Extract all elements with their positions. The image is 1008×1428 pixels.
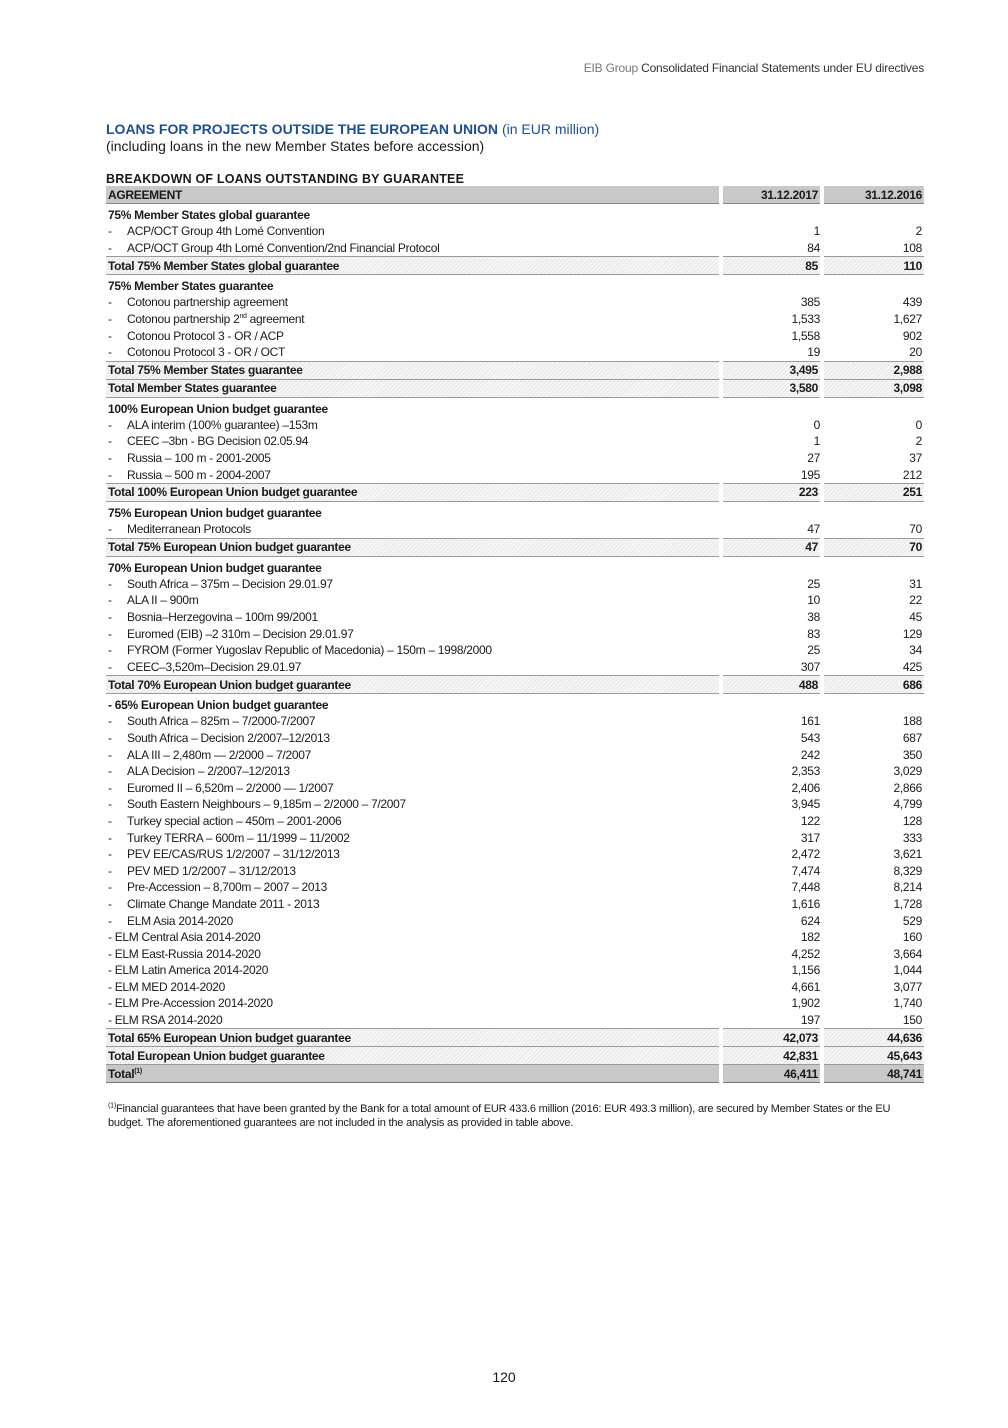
table-row bbox=[106, 896, 924, 913]
value-2016: 2 bbox=[915, 434, 922, 449]
row-label-text: Turkey TERRA – 600m – 11/1999 – 11/2002 bbox=[127, 830, 350, 845]
value-2016: 37 bbox=[909, 451, 922, 466]
value-2016: 1,627 bbox=[893, 312, 922, 327]
row-label bbox=[106, 995, 721, 1012]
section-heading-row bbox=[106, 501, 924, 521]
row-label-text: Climate Change Mandate 2011 - 2013 bbox=[127, 896, 320, 911]
row-label bbox=[106, 979, 721, 996]
value-2017: 47 bbox=[721, 538, 822, 556]
value-2017: 3,495 bbox=[721, 361, 822, 379]
row-label bbox=[106, 829, 721, 846]
bullet-dash: - bbox=[108, 643, 112, 658]
row-label bbox=[106, 746, 721, 763]
row-label-text: CEEC –3bn - BG Decision 02.05.94 bbox=[127, 434, 309, 449]
row-label-text: ACP/OCT Group 4th Lomé Convention bbox=[127, 224, 325, 239]
row-label-text: Total 100% European Union budget guarantee bbox=[108, 485, 358, 500]
value-2017: 84 bbox=[807, 240, 820, 255]
bullet-dash: - bbox=[108, 312, 112, 327]
value-2017: 38 bbox=[807, 610, 820, 625]
table-row bbox=[106, 713, 924, 730]
bullet-dash: - bbox=[108, 328, 112, 343]
row-label bbox=[106, 912, 721, 929]
row-label bbox=[106, 763, 721, 780]
row-label-text: Total Member States guarantee bbox=[108, 381, 277, 396]
value-2017: 2,472 bbox=[791, 847, 820, 862]
row-label-text: - ELM RSA 2014-2020 bbox=[108, 1013, 223, 1028]
table-row bbox=[106, 450, 924, 467]
section-heading: - 65% European Union budget guarantee bbox=[108, 698, 329, 713]
bullet-dash: - bbox=[108, 345, 112, 360]
bullet-dash: - bbox=[108, 780, 112, 795]
table-row bbox=[106, 240, 924, 257]
value-2016: 3,621 bbox=[893, 847, 922, 862]
bullet-dash: - bbox=[108, 714, 112, 729]
value-2017: 46,411 bbox=[721, 1065, 822, 1083]
value-2017: 47 bbox=[807, 522, 820, 537]
total-row bbox=[106, 257, 924, 275]
row-label-text: ALA III – 2,480m — 2/2000 – 7/2007 bbox=[127, 747, 311, 762]
table-row bbox=[106, 995, 924, 1012]
row-label bbox=[106, 1065, 721, 1083]
value-2017: 2,406 bbox=[791, 780, 820, 795]
value-2016: 251 bbox=[822, 483, 924, 501]
footnote bbox=[108, 1102, 908, 1130]
value-2016: 44,636 bbox=[822, 1029, 924, 1047]
bullet-dash: - bbox=[108, 880, 112, 895]
bullet-dash: - bbox=[108, 576, 112, 591]
bullet-dash: - bbox=[108, 830, 112, 845]
value-2017: 197 bbox=[800, 1013, 820, 1028]
header-title: Consolidated Financial Statements under EU directives bbox=[641, 61, 924, 75]
value-2017: 0 bbox=[813, 417, 820, 432]
row-label bbox=[106, 311, 721, 328]
table-row bbox=[106, 813, 924, 830]
bullet-dash: - bbox=[108, 797, 112, 812]
value-2016: 1,044 bbox=[893, 963, 922, 978]
value-2017: 25 bbox=[807, 576, 820, 591]
value-2016: 22 bbox=[909, 593, 922, 608]
total-row bbox=[106, 676, 924, 694]
value-2016: 2 bbox=[915, 224, 922, 239]
value-2017: 42,831 bbox=[721, 1047, 822, 1065]
bullet-dash: - bbox=[108, 896, 112, 911]
bullet-dash: - bbox=[108, 522, 112, 537]
table-row bbox=[106, 829, 924, 846]
value-2017: 624 bbox=[800, 913, 820, 928]
table-row bbox=[106, 344, 924, 361]
row-label-text: - ELM Pre-Accession 2014-2020 bbox=[108, 996, 273, 1011]
value-2016: 333 bbox=[902, 830, 922, 845]
row-label-text: ELM Asia 2014-2020 bbox=[127, 913, 234, 928]
table-row bbox=[106, 912, 924, 929]
row-label-text: Turkey special action – 450m – 2001-2006 bbox=[127, 813, 342, 828]
section-heading: 70% European Union budget guarantee bbox=[108, 560, 322, 575]
page-number: 120 bbox=[492, 1369, 516, 1385]
value-2017: 242 bbox=[800, 747, 820, 762]
row-label-text: Total 65% European Union budget guarantee bbox=[108, 1030, 351, 1045]
value-2017: 161 bbox=[800, 714, 820, 729]
bullet-dash: - bbox=[108, 240, 112, 255]
row-label bbox=[106, 896, 721, 913]
row-label-text: - ELM Central Asia 2014-2020 bbox=[108, 930, 261, 945]
row-label bbox=[106, 521, 721, 538]
table-caption: BREAKDOWN OF LOANS OUTSTANDING BY GUARANTEE bbox=[106, 172, 465, 186]
row-label bbox=[106, 730, 721, 747]
section-heading: 100% European Union budget guarantee bbox=[108, 401, 328, 416]
value-2016: 188 bbox=[902, 714, 922, 729]
value-2017: 1,902 bbox=[791, 996, 820, 1011]
value-2016: 4,799 bbox=[893, 797, 922, 812]
running-header bbox=[584, 61, 924, 75]
value-2017: 317 bbox=[800, 830, 820, 845]
footnote-text: Financial guarantees that have been granted by the Bank for a total amount of EUR 433.6 million (2016: EUR 493.3 million), are secured by Member States or the EU budget. The aforementioned guarantees are not included in the analysis as provided in table above. bbox=[108, 1103, 891, 1129]
value-2016: 1,740 bbox=[893, 996, 922, 1011]
row-label-text: South Eastern Neighbours – 9,185m – 2/2000 – 7/2007 bbox=[127, 797, 406, 812]
value-2016: 439 bbox=[902, 295, 922, 310]
value-2017: 1,156 bbox=[791, 963, 820, 978]
row-label-text: Total 75% Member States global guarantee bbox=[108, 258, 340, 273]
row-label-text: ALA Decision – 2/2007–12/2013 bbox=[127, 764, 290, 779]
row-label bbox=[106, 257, 721, 275]
row-label bbox=[106, 1012, 721, 1029]
value-2017: 182 bbox=[800, 930, 820, 945]
value-2017: 10 bbox=[807, 593, 820, 608]
table-header-row bbox=[106, 186, 924, 204]
title-main: LOANS FOR PROJECTS OUTSIDE THE EUROPEAN UNION bbox=[106, 121, 499, 137]
table-row bbox=[106, 879, 924, 896]
row-label bbox=[106, 813, 721, 830]
value-2016: 687 bbox=[902, 730, 922, 745]
footnote-reference: (1) bbox=[134, 1067, 142, 1075]
value-2016: 686 bbox=[822, 676, 924, 694]
value-2017: 3,945 bbox=[791, 797, 820, 812]
value-2016: 2,988 bbox=[822, 361, 924, 379]
table-row bbox=[106, 730, 924, 747]
row-label-text: South Africa – 375m – Decision 29.01.97 bbox=[127, 576, 333, 591]
row-label bbox=[106, 846, 721, 863]
table-row bbox=[106, 466, 924, 483]
bullet-dash: - bbox=[108, 764, 112, 779]
section-heading-row bbox=[106, 694, 924, 714]
bullet-dash: - bbox=[108, 434, 112, 449]
row-label-text: Cotonou Protocol 3 - OR / OCT bbox=[127, 345, 286, 360]
bullet-dash: - bbox=[108, 813, 112, 828]
value-2016: 0 bbox=[915, 417, 922, 432]
row-label bbox=[106, 609, 721, 626]
table-row bbox=[106, 779, 924, 796]
value-2016: 1,728 bbox=[893, 896, 922, 911]
footnote-marker: (1) bbox=[108, 1102, 116, 1110]
value-2017: 85 bbox=[721, 257, 822, 275]
row-label bbox=[106, 294, 721, 311]
row-label bbox=[106, 1047, 721, 1065]
header-agreement: AGREEMENT bbox=[106, 186, 721, 204]
row-label bbox=[106, 361, 721, 379]
table-row bbox=[106, 433, 924, 450]
table-row bbox=[106, 979, 924, 996]
row-label bbox=[106, 240, 721, 257]
row-label-text: Euromed (EIB) –2 310m – Decision 29.01.97 bbox=[127, 626, 354, 641]
table-row bbox=[106, 592, 924, 609]
value-2017: 1,616 bbox=[791, 896, 820, 911]
row-label-text: ALA interim (100% guarantee) –153m bbox=[127, 417, 318, 432]
row-label-text: Cotonou partnership 2nd agreement bbox=[127, 312, 305, 327]
table-row bbox=[106, 846, 924, 863]
row-label-text: Total 75% European Union budget guarantee bbox=[108, 540, 351, 555]
value-2016: 129 bbox=[902, 626, 922, 641]
row-label bbox=[106, 379, 721, 397]
value-2016: 150 bbox=[902, 1013, 922, 1028]
value-2016: 160 bbox=[902, 930, 922, 945]
value-2016: 45 bbox=[909, 610, 922, 625]
value-2016: 20 bbox=[909, 345, 922, 360]
table-row bbox=[106, 521, 924, 538]
row-label bbox=[106, 223, 721, 240]
table-row bbox=[106, 929, 924, 946]
row-label-text: ACP/OCT Group 4th Lomé Convention/2nd Financial Protocol bbox=[127, 240, 440, 255]
title-unit: (in EUR million) bbox=[501, 121, 600, 137]
value-2016: 48,741 bbox=[822, 1065, 924, 1083]
table-row bbox=[106, 294, 924, 311]
row-label bbox=[106, 1029, 721, 1047]
value-2017: 27 bbox=[807, 451, 820, 466]
row-label bbox=[106, 433, 721, 450]
total-row bbox=[106, 1029, 924, 1047]
row-label bbox=[106, 483, 721, 501]
section-heading: 75% European Union budget guarantee bbox=[108, 505, 322, 520]
value-2017: 42,073 bbox=[721, 1029, 822, 1047]
row-label-text: Mediterranean Protocols bbox=[127, 522, 251, 537]
row-label bbox=[106, 625, 721, 642]
value-2016: 110 bbox=[822, 257, 924, 275]
bullet-dash: - bbox=[108, 417, 112, 432]
value-2017: 385 bbox=[800, 295, 820, 310]
loans-table bbox=[106, 186, 924, 1083]
row-label-text: PEV MED 1/2/2007 – 31/12/2013 bbox=[127, 863, 296, 878]
row-label-text: - ELM Latin America 2014-2020 bbox=[108, 963, 269, 978]
table-row bbox=[106, 962, 924, 979]
table-row bbox=[106, 642, 924, 659]
value-2017: 4,252 bbox=[791, 946, 820, 961]
value-2016: 34 bbox=[909, 643, 922, 658]
table-row bbox=[106, 746, 924, 763]
bullet-dash: - bbox=[108, 295, 112, 310]
table-row bbox=[106, 659, 924, 676]
value-2017: 195 bbox=[800, 467, 820, 482]
row-label-text: South Africa – Decision 2/2007–12/2013 bbox=[127, 730, 330, 745]
row-label-text: - ELM East-Russia 2014-2020 bbox=[108, 946, 261, 961]
row-label bbox=[106, 659, 721, 676]
value-2016: 108 bbox=[902, 240, 922, 255]
table-row bbox=[106, 576, 924, 593]
table-row bbox=[106, 327, 924, 344]
row-label bbox=[106, 676, 721, 694]
section-heading-row bbox=[106, 556, 924, 576]
total-row bbox=[106, 1047, 924, 1065]
bullet-dash: - bbox=[108, 467, 112, 482]
value-2016: 3,077 bbox=[893, 979, 922, 994]
row-label-text: CEEC–3,520m–Decision 29.01.97 bbox=[127, 659, 302, 674]
value-2017: 122 bbox=[800, 813, 820, 828]
section-heading-row bbox=[106, 275, 924, 295]
bullet-dash: - bbox=[108, 747, 112, 762]
value-2017: 543 bbox=[800, 730, 820, 745]
table-row bbox=[106, 311, 924, 328]
header-2016: 31.12.2016 bbox=[822, 186, 924, 204]
table-row bbox=[106, 945, 924, 962]
row-label bbox=[106, 592, 721, 609]
total-row bbox=[106, 483, 924, 501]
row-label bbox=[106, 796, 721, 813]
value-2017: 1,558 bbox=[791, 328, 820, 343]
row-label-text: Cotonou partnership agreement bbox=[127, 295, 288, 310]
row-label bbox=[106, 945, 721, 962]
header-2017: 31.12.2017 bbox=[721, 186, 822, 204]
value-2017: 223 bbox=[721, 483, 822, 501]
table-row bbox=[106, 763, 924, 780]
section-heading: 75% Member States global guarantee bbox=[108, 208, 310, 222]
header-brand: EIB Group bbox=[583, 61, 638, 75]
table-row bbox=[106, 417, 924, 434]
table-row bbox=[106, 1012, 924, 1029]
section-title bbox=[106, 121, 599, 155]
value-2017: 3,580 bbox=[721, 379, 822, 397]
row-label bbox=[106, 642, 721, 659]
row-label-text: Euromed II – 6,520m – 2/2000 — 1/2007 bbox=[127, 780, 334, 795]
table-row bbox=[106, 223, 924, 240]
value-2016: 45,643 bbox=[822, 1047, 924, 1065]
value-2016: 31 bbox=[909, 576, 922, 591]
bullet-dash: - bbox=[108, 610, 112, 625]
row-label-text: - ELM MED 2014-2020 bbox=[108, 979, 226, 994]
section-heading-row bbox=[106, 397, 924, 417]
value-2016: 350 bbox=[902, 747, 922, 762]
value-2016: 8,214 bbox=[893, 880, 922, 895]
row-label bbox=[106, 779, 721, 796]
bullet-dash: - bbox=[108, 913, 112, 928]
value-2016: 70 bbox=[822, 538, 924, 556]
row-label-text: FYROM (Former Yugoslav Republic of Macedonia) – 150m – 1998/2000 bbox=[127, 643, 492, 658]
value-2016: 3,098 bbox=[822, 379, 924, 397]
row-label-text: Cotonou Protocol 3 - OR / ACP bbox=[127, 328, 284, 343]
value-2017: 1,533 bbox=[791, 312, 820, 327]
row-label-text: Russia – 500 m - 2004-2007 bbox=[127, 467, 271, 482]
table-row bbox=[106, 862, 924, 879]
value-2017: 19 bbox=[807, 345, 820, 360]
row-label-text: Total 70% European Union budget guarantee bbox=[108, 677, 351, 692]
value-2017: 4,661 bbox=[791, 979, 820, 994]
row-label-text: South Africa – 825m – 7/2000-7/2007 bbox=[127, 714, 316, 729]
bullet-dash: - bbox=[108, 847, 112, 862]
row-label bbox=[106, 929, 721, 946]
row-label bbox=[106, 862, 721, 879]
value-2016: 3,029 bbox=[893, 764, 922, 779]
bullet-dash: - bbox=[108, 863, 112, 878]
value-2017: 1 bbox=[813, 434, 820, 449]
value-2016: 425 bbox=[902, 659, 922, 674]
value-2016: 70 bbox=[909, 522, 922, 537]
row-label-text: Bosnia–Herzegovina – 100m 99/2001 bbox=[127, 610, 318, 625]
table-row bbox=[106, 609, 924, 626]
row-label bbox=[106, 327, 721, 344]
value-2017: 488 bbox=[721, 676, 822, 694]
row-label bbox=[106, 344, 721, 361]
section-heading: 75% Member States guarantee bbox=[108, 279, 274, 294]
row-label-text: Total bbox=[108, 1066, 135, 1081]
bullet-dash: - bbox=[108, 451, 112, 466]
row-label bbox=[106, 466, 721, 483]
total-row bbox=[106, 361, 924, 379]
value-2016: 128 bbox=[902, 813, 922, 828]
value-2016: 3,664 bbox=[893, 946, 922, 961]
row-label bbox=[106, 417, 721, 434]
value-2017: 307 bbox=[800, 659, 820, 674]
bullet-dash: - bbox=[108, 659, 112, 674]
value-2017: 25 bbox=[807, 643, 820, 658]
value-2017: 7,448 bbox=[791, 880, 820, 895]
total-row bbox=[106, 379, 924, 397]
value-2016: 902 bbox=[902, 328, 922, 343]
row-label bbox=[106, 450, 721, 467]
bullet-dash: - bbox=[108, 593, 112, 608]
title-subtitle: (including loans in the new Member States before accession) bbox=[106, 138, 485, 154]
value-2017: 83 bbox=[807, 626, 820, 641]
bullet-dash: - bbox=[108, 224, 112, 239]
row-label-text: Pre-Accession – 8,700m – 2007 – 2013 bbox=[127, 880, 328, 895]
row-label bbox=[106, 538, 721, 556]
row-label bbox=[106, 879, 721, 896]
row-label-text: Total 75% Member States guarantee bbox=[108, 363, 303, 378]
value-2017: 7,474 bbox=[791, 863, 820, 878]
row-label-text: Russia – 100 m - 2001-2005 bbox=[127, 451, 271, 466]
total-row bbox=[106, 538, 924, 556]
value-2016: 212 bbox=[902, 467, 922, 482]
row-label bbox=[106, 576, 721, 593]
row-label-text: PEV EE/CAS/RUS 1/2/2007 – 31/12/2013 bbox=[127, 847, 340, 862]
value-2016: 2,866 bbox=[893, 780, 922, 795]
value-2017: 1 bbox=[813, 224, 820, 239]
section-heading-row bbox=[106, 204, 924, 224]
value-2016: 8,329 bbox=[893, 863, 922, 878]
row-label-text: Total European Union budget guarantee bbox=[108, 1048, 325, 1063]
bullet-dash: - bbox=[108, 626, 112, 641]
value-2017: 2,353 bbox=[791, 764, 820, 779]
table-row bbox=[106, 796, 924, 813]
row-label bbox=[106, 713, 721, 730]
grand-total-row bbox=[106, 1065, 924, 1083]
row-label-text: ALA II – 900m bbox=[127, 593, 199, 608]
value-2016: 529 bbox=[902, 913, 922, 928]
row-label bbox=[106, 962, 721, 979]
bullet-dash: - bbox=[108, 730, 112, 745]
table-row bbox=[106, 625, 924, 642]
